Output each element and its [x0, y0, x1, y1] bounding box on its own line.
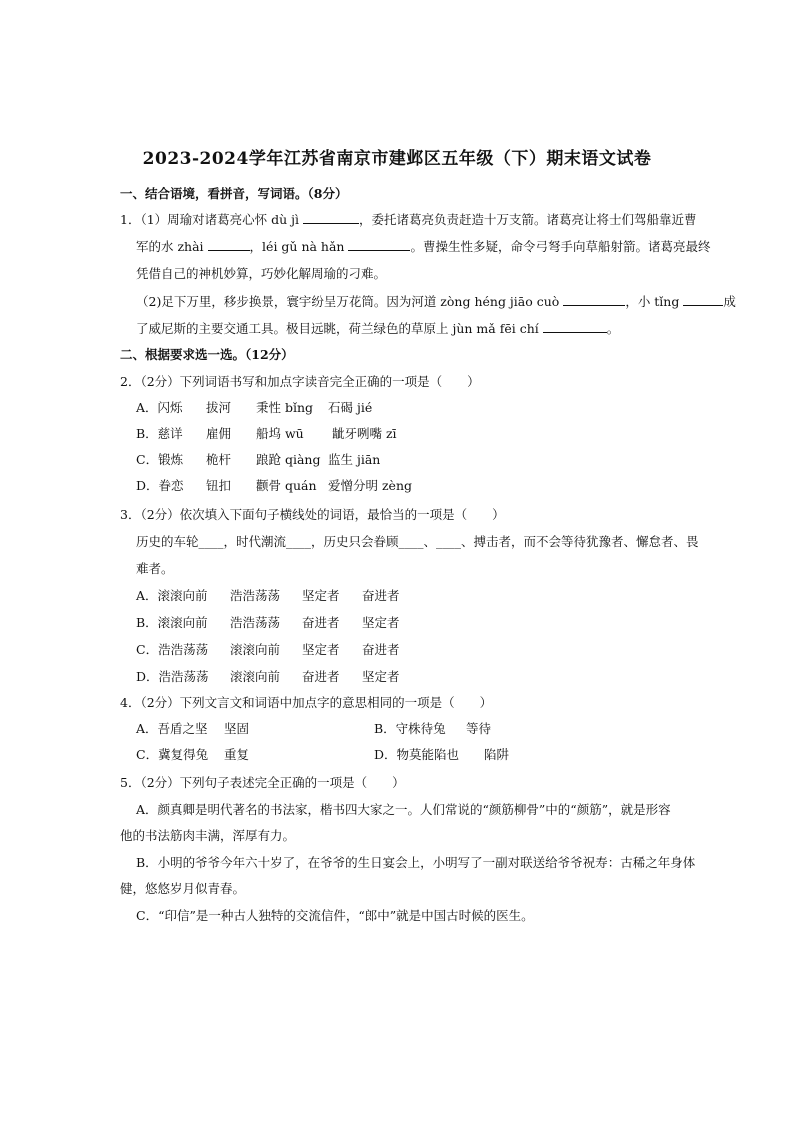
word: 颧骨 quán	[256, 478, 317, 493]
q1-line-4: （2)足下万里，移步换景，寰宇纷呈万花筒。因为河道 zòng héng jiāo cuò ，小 tǐng 成	[136, 294, 736, 309]
q5-option-b-line-1[interactable]: B．小明的爷爷今年六十岁了，在爷爷的生日宴会上，小明写了一副对联送给爷爷祝寿：古稀之年身体	[136, 855, 696, 870]
answer-blank[interactable]	[683, 293, 723, 306]
q5-stem: 5．（2分）下列句子表述完全正确的一项是（ ）	[120, 775, 405, 790]
option-d[interactable]: D．眷恋	[136, 478, 184, 493]
answer-blank[interactable]	[563, 293, 625, 306]
section-1-heading: 一、结合语境，看拼音，写词语。（8分）	[120, 186, 348, 201]
word: 坚定者	[362, 615, 400, 630]
word: 重复	[224, 747, 250, 762]
option-a[interactable]: A．滚滚向前	[136, 588, 208, 603]
word: 等待	[466, 721, 492, 736]
word: 龇牙咧嘴 zī	[332, 426, 397, 441]
q3-text-line-1: 历史的车轮____，时代潮流____，历史只会眷顾____、____、搏击者，而不会等待犹豫者、懈怠者、畏	[136, 534, 699, 549]
word: 陷阱	[484, 747, 510, 762]
option-a[interactable]: A．闪烁	[136, 400, 183, 415]
answer-blank[interactable]	[543, 320, 607, 333]
q1-line-5: 了威尼斯的主要交通工具。极目远眺，荷兰绿色的草原上 jùn mǎ fēi chí 。	[136, 321, 620, 336]
word: 拔河	[206, 400, 232, 415]
option-c[interactable]: C．锻炼	[136, 452, 184, 467]
q5-option-c[interactable]: C．“印信”是一种古人独特的交流信件，“郎中”就是中国古时候的医生。	[136, 908, 534, 923]
answer-blank[interactable]	[348, 238, 410, 251]
option-b[interactable]: B．守株待兔	[374, 721, 446, 736]
word: 坚定者	[362, 669, 400, 684]
q3-stem: 3．（2分）依次填入下面句子横线处的词语，最恰当的一项是（ ）	[120, 507, 505, 522]
word: 浩浩荡荡	[230, 588, 281, 603]
option-a[interactable]: A．吾盾之坚	[136, 721, 208, 736]
word: 滚滚向前	[230, 669, 281, 684]
word: 坚定者	[302, 588, 340, 603]
q1-line-3: 凭借自己的神机妙算，巧妙化解周瑜的刁难。	[136, 266, 387, 281]
answer-blank[interactable]	[303, 211, 359, 224]
word: 钮扣	[206, 478, 232, 493]
word: 船坞 wū	[256, 426, 304, 441]
word: 滚滚向前	[230, 642, 281, 657]
q4-stem: 4．（2分）下列文言文和词语中加点字的意思相同的一项是（ ）	[120, 695, 493, 710]
word: 踉跄 qiàng	[256, 452, 321, 467]
word: 奋进者	[302, 669, 340, 684]
word: 奋进者	[362, 642, 400, 657]
option-c[interactable]: C．浩浩荡荡	[136, 642, 209, 657]
q1-line-2: 军的水 zhài ，léi gǔ nà hǎn 。曹操生性多疑，命令弓弩手向草船射箭。诸葛亮最终	[136, 239, 711, 254]
word: 浩浩荡荡	[230, 615, 281, 630]
option-b[interactable]: B．慈详	[136, 426, 183, 441]
word: 奋进者	[362, 588, 400, 603]
q5-option-a-line-2: 他的书法筋肉丰满，浑厚有力。	[120, 828, 296, 843]
answer-blank[interactable]	[208, 238, 250, 251]
word: 桅杆	[206, 452, 232, 467]
option-c[interactable]: C．冀复得兔	[136, 747, 209, 762]
word: 石碣 jié	[328, 400, 373, 415]
q2-stem: 2．（2分）下列词语书写和加点字读音完全正确的一项是（ ）	[120, 374, 480, 389]
option-b[interactable]: B．滚滚向前	[136, 615, 208, 630]
word: 坚固	[224, 721, 250, 736]
word: 监生 jiān	[328, 452, 381, 467]
q5-option-b-line-2: 健，悠悠岁月似青春。	[120, 881, 246, 896]
word: 雇佣	[206, 426, 232, 441]
word: 坚定者	[302, 642, 340, 657]
section-2-heading: 二、根据要求选一选。（12分）	[120, 347, 294, 362]
q3-text-line-2: 难者。	[136, 561, 174, 576]
q5-option-a-line-1[interactable]: A．颜真卿是明代著名的书法家，楷书四大家之一。人们常说的“颜筋柳骨”中的“颜筋”，就是形容	[136, 802, 671, 817]
word: 秉性 bǐng	[256, 400, 314, 415]
option-d[interactable]: D．浩浩荡荡	[136, 669, 209, 684]
option-d[interactable]: D．物莫能陷也	[374, 747, 460, 762]
q1-line-1: 1．（1）周瑜对诸葛亮心怀 dù jì ，委托诸葛亮负责赶造十万支箭。诸葛亮让将士们驾船靠近曹	[120, 212, 697, 227]
word: 奋进者	[302, 615, 340, 630]
word: 爱憎分明 zèng	[328, 478, 413, 493]
page-title: 2023-2024学年江苏省南京市建邺区五年级（下）期末语文试卷	[142, 149, 652, 169]
